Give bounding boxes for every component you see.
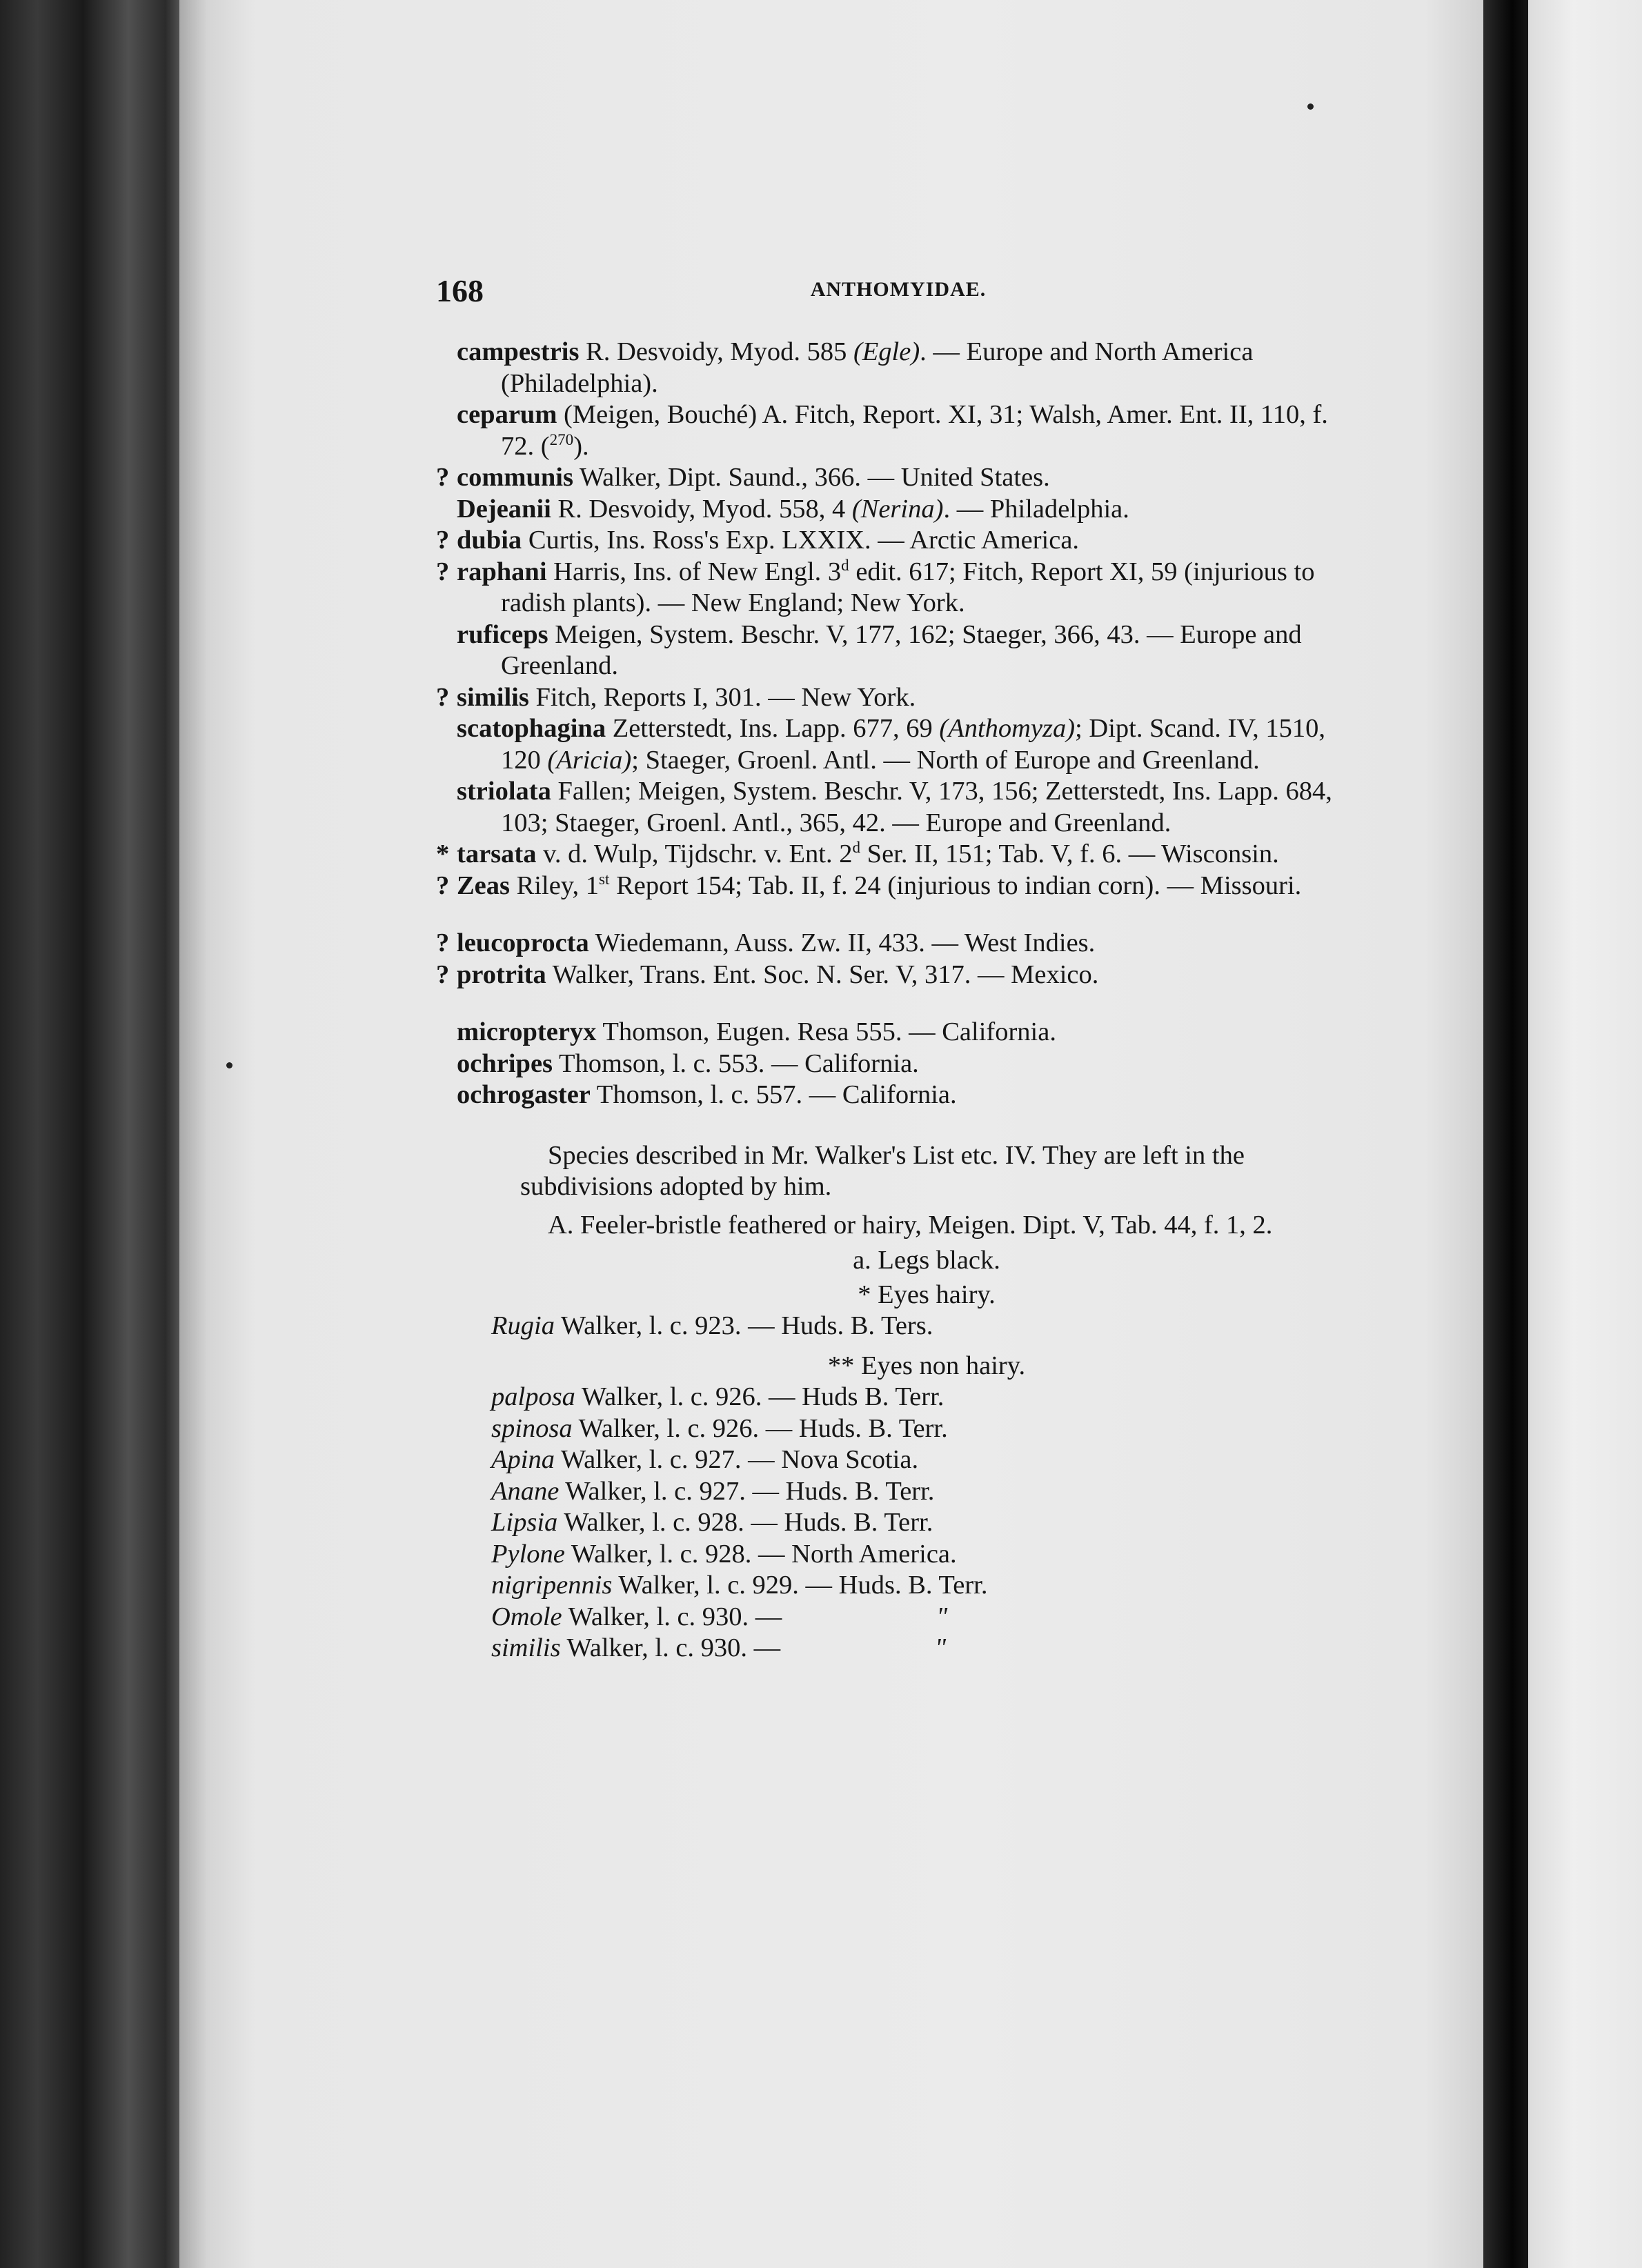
species-entry: [436, 776, 1361, 839]
entry-mark: ?: [436, 928, 450, 957]
entry-mark: ?: [436, 463, 450, 492]
walker-species-name: spinosa: [491, 1413, 573, 1443]
walker-species-entry: [436, 1444, 1361, 1476]
species-name: Dejeanii: [457, 494, 551, 524]
walker-species-entry: [436, 1413, 1361, 1445]
species-name: micropteryx: [457, 1017, 597, 1046]
group-eyes-non-hairy: ** Eyes non hairy.: [827, 1351, 1026, 1380]
species-citation: Wiedemann, Auss. Zw. II, 433. — West Indies.: [588, 928, 1096, 957]
entry-mark: ?: [436, 871, 450, 900]
species-citation-cont: . — Philadelphia.: [943, 494, 1129, 524]
section-a-heading: A. Feeler-bristle feathered or hairy, Meigen. Dipt. V, Tab. 44, f. 1, 2.: [548, 1210, 1273, 1240]
genus-ref: (Egle): [853, 337, 920, 366]
walker-citation: Walker, l. c. 928. — Huds. B. Terr.: [557, 1508, 933, 1537]
species-citation: (Meigen, Bouché) A. Fitch, Report. XI, 31; Walsh, Amer. Ent. II, 110, f. 72. (: [501, 400, 1328, 461]
species-entry: [436, 839, 1361, 871]
species-citation: Meigen, System. Beschr. V, 177, 162; Staeger, 366, 43. — Europe and Greenland.: [501, 619, 1302, 680]
species-entry: [436, 928, 1361, 959]
walker-species-name: Pylone: [491, 1539, 565, 1569]
species-citation: Walker, Trans. Ent. Soc. N. Ser. V, 317. — Mexico.: [546, 959, 1099, 989]
species-entry: [436, 713, 1361, 776]
species-citation-cont: ; Staeger, Groenl. Antl. — North of Europe and Greenland.: [631, 745, 1260, 775]
walker-species-entry: [436, 1507, 1361, 1539]
spacer: [436, 1111, 1361, 1140]
species-entry: [436, 959, 1361, 991]
species-citation-cont: . — Europe and North America (Philadelphia).: [501, 337, 1254, 398]
running-head-title: ANTHOMYIDAE.: [810, 278, 987, 301]
species-entry: [436, 1080, 1361, 1111]
ditto-mark: ": [936, 1602, 948, 1631]
species-name: protrita: [457, 959, 546, 989]
species-citation: R. Desvoidy, Myod. 558, 4: [551, 494, 852, 524]
species-list-doubtful: [436, 928, 1361, 991]
walker-species-name: Anane: [491, 1476, 560, 1506]
page-gutter: [1483, 0, 1532, 2268]
species-entry: [436, 462, 1361, 494]
walker-species-name: Omole: [491, 1602, 562, 1631]
species-citation-cont: ; Dipt. Scand. IV, 1510, 120: [501, 714, 1325, 775]
species-name: leucoprocta: [457, 928, 589, 957]
walker-species-entry: [436, 1311, 1361, 1342]
species-name: ochripes: [457, 1048, 553, 1078]
walker-species-entry: [436, 1476, 1361, 1508]
species-citation: Thomson, Eugen. Resa 555. — California.: [596, 1017, 1056, 1046]
subsection-legs-black: a. Legs black.: [853, 1246, 1000, 1275]
species-entry: [436, 1048, 1361, 1080]
species-name: striolata: [457, 777, 551, 806]
walker-species-list-2: [436, 1382, 1361, 1602]
species-citation: R. Desvoidy, Myod. 585: [579, 337, 853, 366]
walker-species-name: palposa: [491, 1382, 575, 1411]
species-name: raphani: [457, 557, 547, 586]
walker-species-name: nigripennis: [491, 1571, 613, 1600]
species-list-main: [436, 337, 1361, 902]
species-name: communis: [457, 463, 573, 492]
walker-citation: Walker, l. c. 926. — Huds. B. Terr.: [572, 1413, 948, 1443]
entry-mark: ?: [436, 557, 450, 586]
species-entry: [436, 399, 1361, 462]
group-eyes-hairy: * Eyes hairy.: [858, 1280, 996, 1309]
walker-species-entry: [436, 1382, 1361, 1413]
species-entry: [436, 494, 1361, 526]
superscript: d: [841, 555, 849, 574]
species-citation: Curtis, Ins. Ross's Exp. LXXIX. — Arctic America.: [522, 526, 1080, 555]
walker-species-entry: [436, 1633, 1361, 1664]
species-entry: [436, 682, 1361, 714]
walker-species-entry: [436, 1602, 1361, 1633]
entry-mark: ?: [436, 959, 450, 989]
walker-species-name: Apina: [491, 1445, 555, 1474]
genus-ref: (Anthomyza): [939, 714, 1076, 743]
species-citation: Fallen; Meigen, System. Beschr. V, 173, 156; Zetterstedt, Ins. Lapp. 684, 103; Staeger, Groenl. Antl., 365, 42. — Europe and Greenland.: [501, 777, 1332, 837]
superscript: 270: [549, 430, 574, 448]
genus-ref: (Nerina): [851, 494, 944, 524]
walker-species-name: Rugia: [491, 1311, 555, 1340]
species-citation: Thomson, l. c. 553. — California.: [553, 1048, 919, 1078]
superscript: st: [599, 869, 610, 888]
entry-mark: ?: [436, 682, 450, 712]
species-citation: v. d. Wulp, Tijdschr. v. Ent. 2: [536, 839, 853, 868]
species-name: dubia: [457, 526, 522, 555]
walker-citation: Walker, l. c. 927. — Nova Scotia.: [554, 1445, 919, 1474]
species-list-thomson: [436, 1017, 1361, 1111]
species-citation-cont: ).: [573, 431, 589, 461]
species-entry: [436, 557, 1361, 619]
species-name: campestris: [457, 337, 580, 366]
species-citation-cont: Report 154; Tab. II, f. 24 (injurious to indian corn). — Missouri.: [609, 871, 1302, 900]
species-citation-cont: Ser. II, 151; Tab. V, f. 6. — Wisconsin.: [860, 839, 1279, 868]
walker-species-list-3: [436, 1602, 1361, 1664]
walker-citation: Walker, l. c. 926. — Huds B. Terr.: [575, 1382, 944, 1411]
species-citation: Harris, Ins. of New Engl. 3: [546, 557, 842, 586]
walker-species-name: Lipsia: [491, 1508, 558, 1537]
spacer: [436, 991, 1361, 1017]
walker-citation: Walker, l. c. 930. —: [562, 1602, 782, 1631]
species-citation: Thomson, l. c. 557. — California.: [590, 1080, 957, 1109]
species-name: similis: [457, 682, 529, 712]
scan-speck: [1307, 103, 1314, 110]
walker-species-entry: [436, 1570, 1361, 1602]
species-citation-cont: edit. 617; Fitch, Report XI, 59 (injurious to radish plants). — New England; New York.: [501, 557, 1315, 617]
species-entry: [436, 871, 1361, 902]
page-text: [436, 337, 1361, 1664]
genus-ref: (Aricia): [547, 745, 632, 775]
scan-speck: [226, 1062, 233, 1068]
species-name: ochrogaster: [457, 1080, 591, 1109]
ditto-mark: ": [935, 1633, 947, 1662]
page-number: 168: [436, 273, 484, 308]
species-citation: Walker, Dipt. Saund., 366. — United States.: [573, 463, 1050, 492]
species-entry: [436, 337, 1361, 399]
species-name: ruficeps: [457, 619, 548, 649]
walker-species-entry: [436, 1539, 1361, 1571]
species-name: Zeas: [457, 871, 510, 900]
species-entry: [436, 1017, 1361, 1048]
entry-mark: *: [436, 839, 450, 868]
species-entry: [436, 525, 1361, 557]
species-citation: Fitch, Reports I, 301. — New York.: [528, 682, 916, 712]
species-name: tarsata: [457, 839, 537, 868]
walker-citation: Walker, l. c. 927. — Huds. B. Terr.: [559, 1476, 935, 1506]
spacer: [436, 902, 1361, 928]
walker-citation: Walker, l. c. 930. —: [560, 1633, 781, 1662]
walker-species-name: similis: [491, 1633, 561, 1662]
walker-citation: Walker, l. c. 928. — North America.: [564, 1539, 957, 1569]
entry-mark: ?: [436, 526, 450, 555]
running-head: [436, 272, 1361, 307]
species-name: ceparum: [457, 400, 557, 429]
walker-intro-paragraph: Species described in Mr. Walker's List etc. IV. They are left in the subdivisions adopted by him.: [520, 1140, 1245, 1201]
book-spine: [0, 0, 207, 2268]
superscript: d: [852, 838, 861, 857]
species-name: scatophagina: [457, 714, 606, 743]
next-page-edge: [1528, 0, 1642, 2268]
species-citation: Riley, 1: [510, 871, 600, 900]
walker-species-list-1: [436, 1311, 1361, 1342]
walker-citation: Walker, l. c. 923. — Huds. B. Ters.: [554, 1311, 933, 1340]
species-citation: Zetterstedt, Ins. Lapp. 677, 69: [606, 714, 940, 743]
species-entry: [436, 619, 1361, 682]
walker-citation: Walker, l. c. 929. — Huds. B. Terr.: [612, 1571, 988, 1600]
